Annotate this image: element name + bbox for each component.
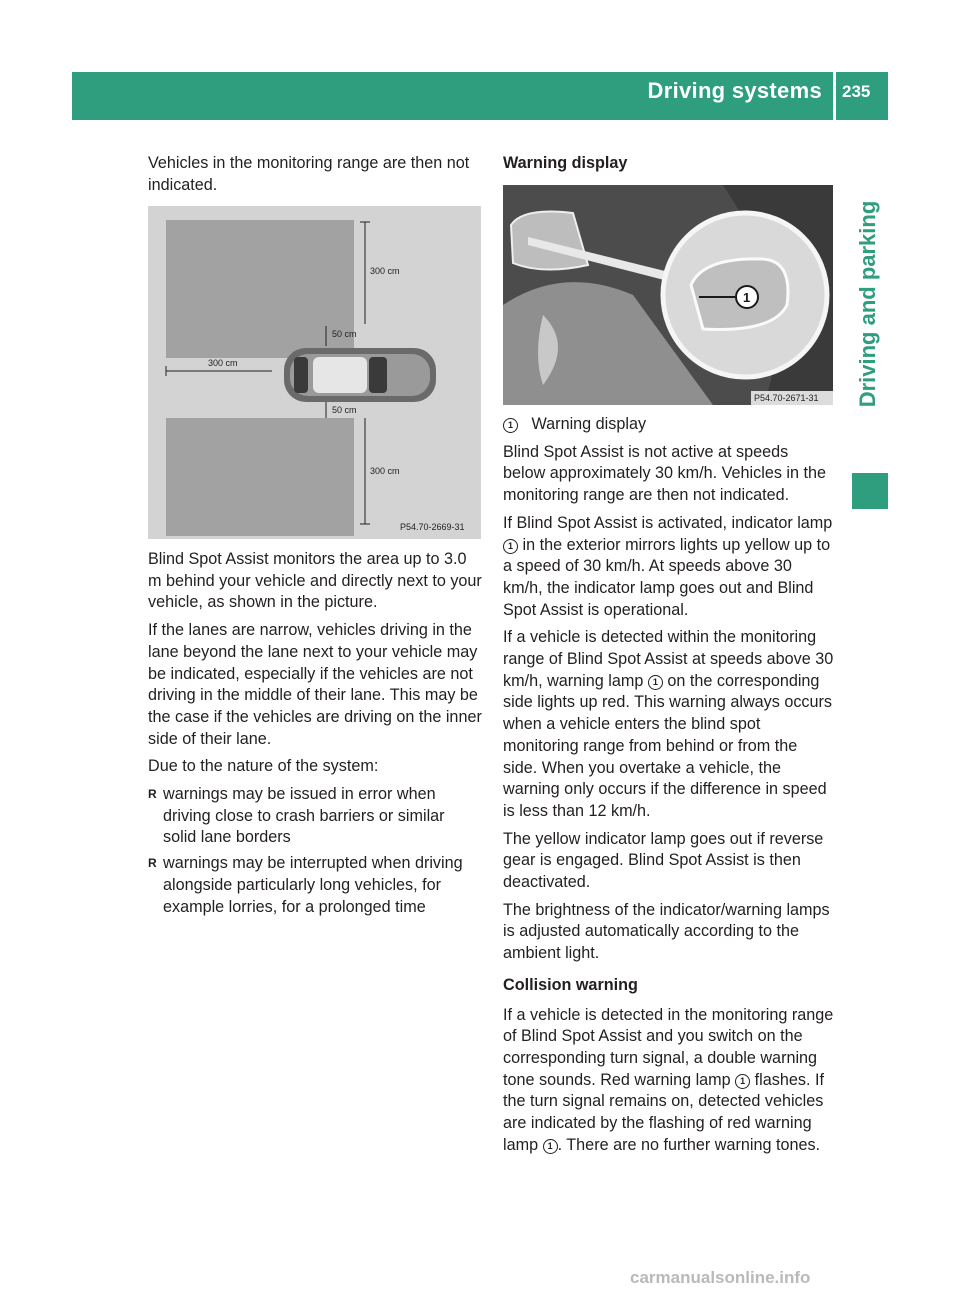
- section-title: Driving systems: [647, 78, 822, 103]
- figure-code: P54.70-2669-31: [400, 522, 465, 532]
- collision-warning-heading: Collision warning: [503, 975, 638, 994]
- right-paragraph-3: [503, 627, 835, 822]
- right-paragraph-6: [503, 1005, 835, 1157]
- caption-text: Warning display: [531, 415, 647, 433]
- right-column-header: [503, 153, 835, 183]
- text-run: If a vehicle is detected in the monitoring range of Blind Spot Assist and you switch on the corresponding turn signal, a double warning tone sounds. Red warning lamp: [503, 1005, 834, 1089]
- bullet-text: warnings may be interrupted when driving alongside particularly long vehicles, for example lorries, for a prolonged time: [163, 854, 463, 916]
- mirror-photo: [503, 185, 833, 405]
- right-body: [503, 414, 835, 1163]
- right-paragraph-1: Blind Spot Assist is not active at speeds below approximately 30 km/h. Vehicles in the monitoring range are then not indicated.: [503, 442, 827, 505]
- left-body: [148, 549, 482, 922]
- right-paragraph-5: The brightness of the indicator/warning lamps is adjusted automatically according to the ambient light.: [503, 900, 830, 963]
- list-item: [148, 853, 482, 918]
- dim-rear: 300 cm: [208, 358, 238, 368]
- dim-gap-bottom: 50 cm: [332, 405, 357, 415]
- dim-side-bottom: 300 cm: [370, 466, 400, 476]
- header-divider: [833, 72, 836, 120]
- callout-1-icon: 1: [503, 418, 518, 433]
- left-column: [148, 153, 482, 202]
- list-item: [148, 784, 482, 849]
- left-paragraph-3: Due to the nature of the system:: [148, 757, 379, 776]
- sidebar-marker: [852, 473, 888, 509]
- right-paragraph-4: The yellow indicator lamp goes out if reverse gear is engaged. Blind Spot Assist is then deactivated.: [503, 829, 824, 892]
- sidebar-chapter-label: Driving and parking: [855, 200, 880, 408]
- sidebar-chapter-tab: [852, 150, 884, 458]
- text-run: flashes. If the turn signal remains on, detected vehicles are indicated by the flashing of red warning lamp: [503, 1070, 824, 1154]
- dim-gap-top: 50 cm: [332, 329, 357, 339]
- callout-1-icon: 1: [503, 539, 518, 554]
- bullet-icon: R: [148, 787, 157, 802]
- page-number: 235: [842, 82, 871, 101]
- figure-code-2: P54.70-2671-31: [754, 393, 819, 403]
- text-run: If a vehicle is detected within the monitoring range of Blind Spot Assist at speeds above 30 km/h, warning lamp: [503, 628, 834, 690]
- vehicle-top-view: [284, 348, 436, 402]
- callout-1-icon: 1: [735, 1074, 750, 1089]
- bullet-icon: R: [148, 856, 157, 871]
- left-paragraph-1: Blind Spot Assist monitors the area up to 3.0 m behind your vehicle and directly next to your vehicle, as shown in the picture.: [148, 550, 482, 612]
- callout-1-icon: 1: [648, 675, 663, 690]
- side-zone-bottom: [166, 418, 354, 536]
- text-run: on the corresponding side lights up red. This warning always occurs when a vehicle enters the blind spot monitoring range from behind or from the side. When you overtake a vehicle, the warning only occurs if the difference in speed is less than 12 km/h.: [503, 671, 832, 820]
- figure-caption: [503, 414, 835, 436]
- text-run: . There are no further warning tones.: [557, 1135, 821, 1154]
- callout-number: 1: [743, 290, 751, 305]
- monitoring-range-figure: [148, 206, 481, 539]
- monitoring-range-diagram: [148, 206, 481, 539]
- text-run: If Blind Spot Assist is activated, indicator lamp: [503, 513, 833, 532]
- intro-text: Vehicles in the monitoring range are then not indicated.: [148, 154, 470, 194]
- watermark: carmanualsonline.info: [630, 1268, 811, 1287]
- text-run: in the exterior mirrors lights up yellow up to a speed of 30 km/h. At speeds above 30 km/h, the indicator lamp goes out and Blind Spot Assist is operational.: [503, 535, 831, 619]
- callout-1-icon: 1: [543, 1139, 558, 1154]
- right-paragraph-2: [503, 513, 835, 622]
- dim-side-top: 300 cm: [370, 266, 400, 276]
- bullet-text: warnings may be issued in error when driving close to crash barriers or similar solid lane borders: [163, 785, 445, 847]
- left-paragraph-2: If the lanes are narrow, vehicles driving in the lane beyond the lane next to your vehicle may be indicated, especially if the vehicles are not driving in the middle of their lane. This may be the case if the vehicles are driving on the inner side of their lane.: [148, 621, 482, 748]
- warning-display-figure: [503, 185, 833, 405]
- warning-display-heading: Warning display: [503, 154, 628, 172]
